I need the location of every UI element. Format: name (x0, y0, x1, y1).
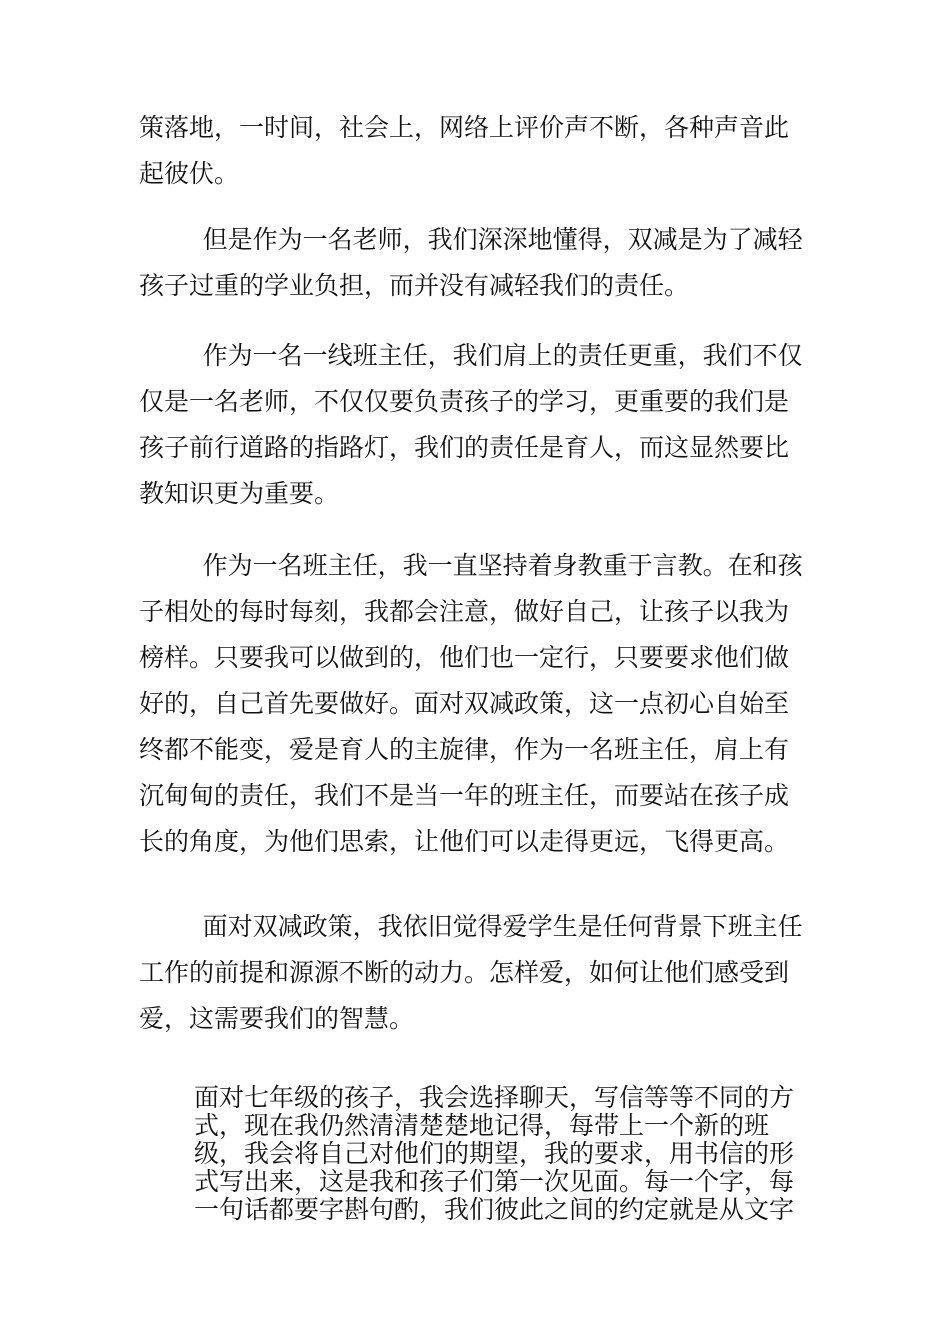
paragraph-5: 面对双减政策，我依旧觉得爱学生是任何背景下班主任 工作的前提和源源不断的动力。怎样爱，如何让他们感受到 爱，这需要我们的智慧。 (139, 912, 803, 1033)
paragraph-6: 面对七年级的孩子，我会选择聊天，写信等等不同的方 式，现在我仍然清清楚楚地记得，每带上一个新的班 级，我会将自己对他们的期望，我的要求，用书信的形 式写出来，这是我和孩子们第一次见面。每一个字，每 一句话都要字斟句酌，我们彼此之间的约定就是从文字 (194, 1083, 795, 1224)
paragraph-1: 策落地，一时间，社会上，网络上评价声不断，各种声音此 起彼伏。 (139, 113, 790, 188)
paragraph-4: 作为一名班主任，我一直坚持着身教重于言教。在和孩 子相处的每时每刻，我都会注意，做好自己，让孩子以我为 榜样。只要我可以做到的，他们也一定行，只要要求他们做 好的，自己首先要做好。面对双减政策，这一点初心自始至 终都不能变，爱是育人的主旋律，作为一名班主任，肩上有 沉甸甸的责任，我们不是当一年的班主任，而要站在孩子成 长的角度，为他们思索，让他们可以走得更远，飞得更高。 (139, 551, 803, 856)
paragraph-2: 但是作为一名老师，我们深深地懂得，双减是为了减轻 孩子过重的学业负担，而并没有减轻我们的责任。 (139, 225, 803, 300)
paragraph-3: 作为一名一线班主任，我们肩上的责任更重，我们不仅 仅是一名老师，不仅仅要负责孩子的学习，更重要的我们是 孩子前行道路的指路灯，我们的责任是育人，而这显然要比 教知识更为重要。 (139, 341, 803, 508)
